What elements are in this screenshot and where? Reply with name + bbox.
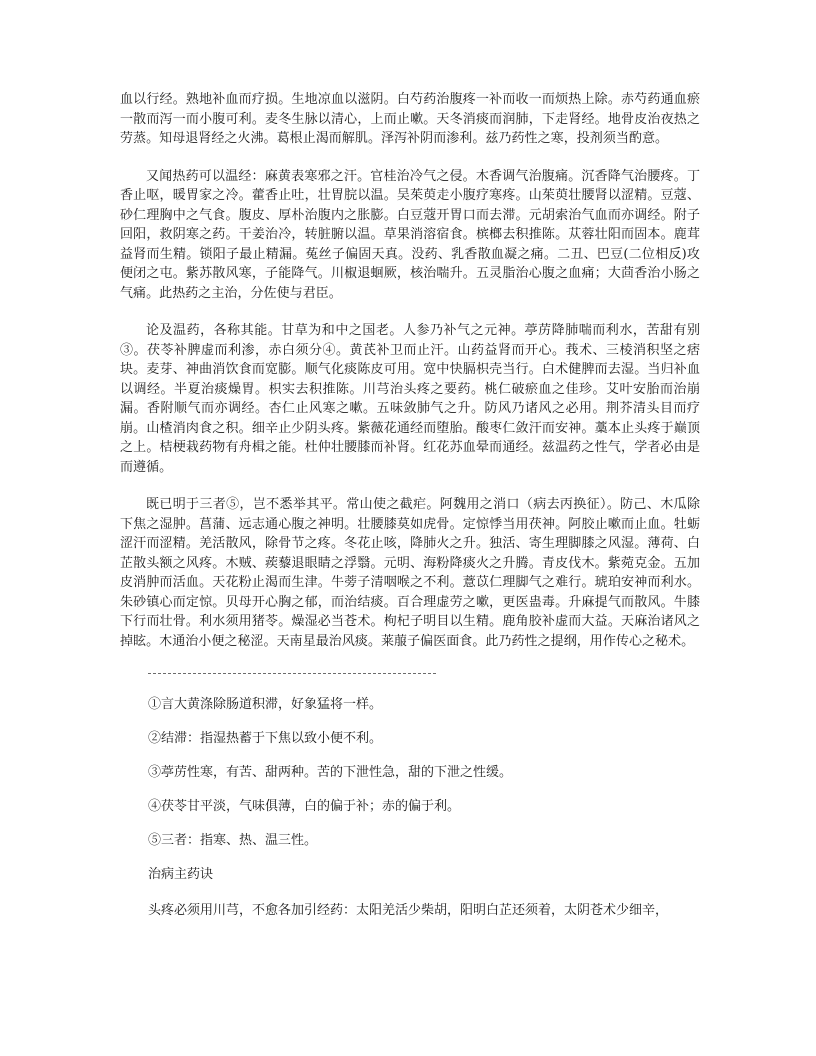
paragraph-neutral-herbs: 既已明于三者⑤，岂不悉举其平。常山使之截疟。阿魏用之消口（病去丙换征）。防己、木瓜除下焦之湿肿。菖蒲、远志通心腹之神明。壮腰膝莫如虎骨。定惊悸当用茯神。阿胶止嗽而止血。牡蛎涩汗而涩精。羌活散风，除骨节之疼。冬花止咳，降肺火之升。独活、寄生理脚膝之风湿。薄荷、白芷散头额之风疼。木贼、蒺藜退眼睛之浮翳。元明、海粉降痰火之升腾。青皮伐木。紫菀克金。五加皮消肿而活血。天花粉止渴而生津。牛蒡子清咽喉之不利。薏苡仁理脚气之难行。琥珀安神而利水。朱砂镇心而定惊。贝母开心胸之郁，而治结痰。百合理虚劳之嗽，更医蛊毒。升麻提气而散风。牛膝下行而壮骨。利水须用猪苓。燥湿必当苍术。枸杞子明目以生精。鹿角胶补虚而大益。天麻治诸风之掉眩。木通治小便之秘涩。天南星最治风痰。莱菔子偏医面食。此乃药性之提纲，用作传心之秘术。 bbox=[120, 497, 700, 649]
footnote-3: ③葶苈性寒，有苦、甜两种。苦的下泄性急，甜的下泄之性缓。 bbox=[148, 765, 513, 780]
footnote-2: ②结滞：指湿热蓄于下焦以致小便不利。 bbox=[148, 731, 383, 746]
footnotes bbox=[120, 696, 700, 849]
paragraph-warm-herbs: 论及温药，各称其能。甘草为和中之国老。人参乃补气之元神。葶苈降肺喘而利水，苦甜有别③。茯苓补脾虚而利渗，赤白须分④。黄芪补卫而止汗。山药益肾而开心。莪术、三棱消积坚之痞块。麦芽、神曲消饮食而宽膨。顺气化痰陈皮可用。宽中快膈枳壳当行。白术健脾而去湿。当归补血以调经。半夏治痰燥胃。枳实去积推陈。川芎治头疼之要药。桃仁破瘀血之佳珍。艾叶安胎而治崩漏。香附顺气而亦调经。杏仁止风寒之嗽。五味敛肺气之升。防风乃诸风之必用。荆芥清头目而疗崩。山楂消肉食之积。细辛止少阴头疼。紫薇花通经而堕胎。酸枣仁敛汗而安神。藁本止头疼于巅顶之上。桔梗栽药物有舟楫之能。杜仲壮腰膝而补肾。红花苏血晕而通经。兹温药之性气，学者必由是而遵循。 bbox=[120, 323, 700, 475]
paragraph-cold-herbs: 血以行经。熟地补血而疗损。生地凉血以滋阴。白芍药治腹疼一补而收一而烦热上除。赤芍药通血瘀一散而泻一而小腹可利。麦冬生脉以清心，上而止嗽。天冬消痰而润肺，下走肾经。地骨皮治夜热之劳蒸。知母退肾经之火沸。葛根止渴而解肌。泽泻补阴而渗利。兹乃药性之寒，投剂须当酌意。 bbox=[120, 92, 700, 146]
footnote-divider bbox=[148, 673, 436, 674]
document-page bbox=[120, 90, 700, 932]
section-title: 治病主药诀 bbox=[148, 867, 214, 882]
footnote-5: ⑤三者：指寒、热、温三性。 bbox=[148, 833, 318, 848]
paragraph-hot-herbs: 又闻热药可以温经：麻黄表寒邪之汗。官桂治冷气之侵。木香调气治腹痛。沉香降气治腰疼。丁香止呕，暖胃家之冷。藿香止吐，壮胃脘以温。吴茱萸走小腹疗寒疼。山茱萸壮腰肾以涩精。豆蔻、砂仁理胸中之气食。腹皮、厚朴治腹内之胀膨。白豆蔻开胃口而去滞。元胡索治气血而亦调经。附子回阳，救阴寒之药。干姜治冷，转脏腑以温。草果消溶宿食。槟榔去积推陈。苁蓉壮阳而固本。鹿茸益肾而生精。锁阳子最止精漏。菟丝子偏固天真。没药、乳香散血凝之痛。二丑、巴豆(二位相反)攻便闭之屯。紫苏散风寒，子能降气。川椒退蛔厥，核治喘升。五灵脂治心腹之血痛；大茴香治小肠之气痛。此热药之主治，分佐使与君臣。 bbox=[120, 168, 700, 301]
verse-line: 头疼必须用川芎，不愈各加引经药：太阳羌活少柴胡，阳明白芷还须着，太阴苍术少细辛， bbox=[148, 903, 669, 918]
footnote-4: ④茯苓甘平淡，气味俱薄，白的偏于补；赤的偏于利。 bbox=[148, 799, 461, 814]
footnote-1: ①言大黄涤除肠道积滞，好象猛将一样。 bbox=[148, 697, 383, 712]
